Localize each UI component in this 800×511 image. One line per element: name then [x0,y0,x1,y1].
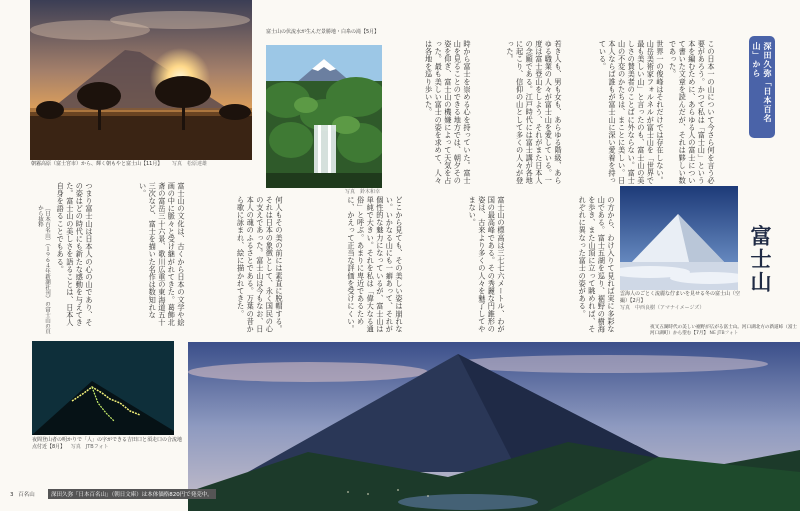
book-note-text: 深田久弥「日本百名山」（朝日文庫）は本体価格820円で発売中。 [51,492,213,498]
caption-credit: NE JTBフォト [709,331,739,336]
body-column-c [475,40,563,185]
body-column-f [188,196,284,336]
waterfall-photo [266,45,382,188]
caption-credit: 写真 鈴木和幸 [345,189,381,195]
caption-waterfall [266,29,396,36]
caption-text: 夜間登山者の明かりで「人」の字ができる吉田口と須走口の合流地点付近【8月】 [32,437,183,450]
page-label-text: 百名山 [18,492,35,498]
series-label-tag [749,36,775,138]
body-column-j [410,196,506,336]
page-number [10,490,35,498]
body-text: 若き人も、男も女も、あらゆる階級、あらゆる職業の人々が富士山を愛している。一度は富士登山をしよう、それがまた日本人の念願である。江戸時代には富士講が各地に起こり、信仰の山として多くの人々が登った。 [506,40,563,185]
aerial-fuji-photo [620,186,738,290]
body-text: 何人もその美の前には素直に脱帽する。それは日本の象徴として、永く国民の心の支えであった。富士山は今もなお、日本人の魂のふるさとである。万葉の昔から歌に詠まれ、絵に描かれてきた。 [236,196,284,333]
source-note-text: 〔日本百名山〕（１９６４年新潮社刊）の富士山の頁から抜粋 [37,205,50,335]
body-column-h [50,182,94,332]
caption-credit: 写真 中西良樹（アマナイメージズ） [620,305,705,311]
caption-panorama [650,325,800,337]
body-column-d [400,40,472,185]
body-text: どこから見ても、その美しい姿は崩れない。いかなる山にも一癖あって、それが個性的な魅力になっているが、富士山は単純で大きい。それを私は「偉大なる通俗」と呼ぶ。あまりに卑近であるために、かえって正当な評価を受けにくい。 [347,196,404,333]
body-text: 世界一の俊峰はそれだけでは存在しない。山岳美術家フォルネルが富士山を「世界で最も美しい山」と言ったのも、富士山の美しさの賛美者のことばに外ならない。富士山の不変のかたちは、まことに美しい。日本人ならば誰もが富士山に深い愛着を持っている。 [598,40,665,185]
body-column-g [96,182,186,332]
body-text: 富士山の文化は、古くから日本の文学や絵画の中に脈々と受け継がれてきた。葛飾北斎の富岳三十六景、歌川広重の東海道五十三次など、富士を描いた名作は数知れない。 [138,182,186,327]
caption-night [32,437,182,451]
caption-aerial [620,291,740,312]
body-text: この日本一の山について今さら何を言う必要があろう。かつて私は「富士山」という本を編むために、あらゆる人の富士について書いた文章を読んだが、それは夥しい数であった。 [668,40,716,185]
article-title [745,225,775,294]
body-text: つまり富士山は日本人の心の山であり、その姿はどの時代にも新たな感動を与えてきた。富士山の美しさを語ることは、日本人自身を語ることでもある。 [56,182,94,327]
body-text: 時から富士を崇める心を持っていた。富士山を見ることのできる地方では、朝夕その姿を仰ぎ、富士山の機嫌によって天気を占った。最も美しい富士の姿を求めて、人々は各地を巡り歩いた。 [424,40,472,185]
caption-text: 雲海人のごとく流麗な佇まいを見せる冬の富士山（空撮）【2月】 [620,291,741,304]
series-label-text: 深田久弥「日本百名山」から [752,42,772,123]
body-column-a [668,40,716,185]
caption-credit: 写真 JTBフォト [70,444,109,450]
sunrise-fuji-photo [30,0,252,160]
caption-text: 富士山の伏流水が生んだ景勝地・白糸の滝【5月】 [266,29,380,35]
source-vertical-note [34,205,50,335]
caption-text: 朝霧高原（富士宮市）から、輝く朝もやと富士山【11月】 [31,161,163,167]
caption-text: 夜叉五湖時代の美しい裾野が広がる富士山。河口湖北方の新道峠（富士 河口湖町）から望む【7月】 [650,325,798,336]
caption-sunrise [31,161,251,168]
body-column-e [286,196,404,336]
caption-credit: 写真 松原達雄 [171,161,207,167]
body-text: の方から、わけ入りて見れば実に多彩な山である。富士五湖を巡り、裾野の樹海を歩き、また山頂に立って眺めれば、それぞれに異なった富士の姿がある。 [578,196,616,333]
book-note [48,489,216,499]
body-text: 富士山の標高は三七七六メートル、わが国の最高峰である。その秀麗な円錐形の姿は、古来より多くの人々を魅了してやまない。 [468,196,506,333]
title-text: 富士山 [748,225,773,294]
panorama-fuji-photo [188,342,800,511]
page-number-text: 3 [10,492,14,498]
night-climbers-photo [32,341,174,435]
body-column-b [565,40,665,185]
caption-waterfall-credit [345,189,405,196]
body-column-i [508,196,616,336]
